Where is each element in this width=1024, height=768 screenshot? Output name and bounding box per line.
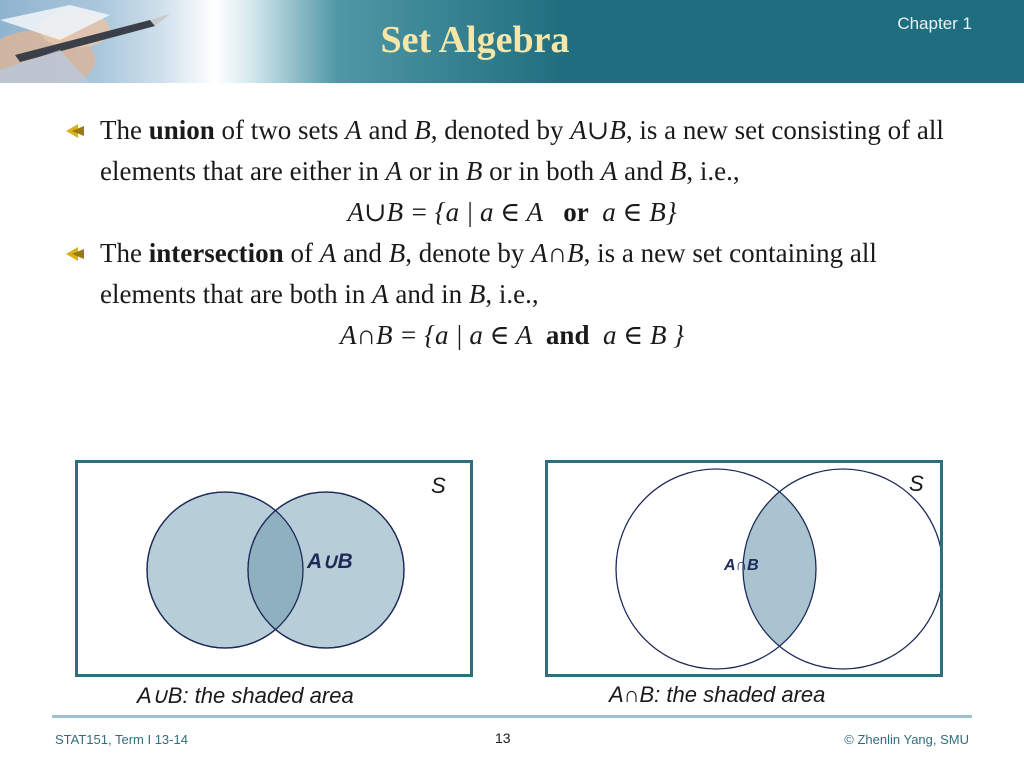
union-region-label: A∪B [307, 550, 353, 573]
overlap-region [743, 469, 940, 669]
union-caption: A∪B: the shaded area [137, 683, 354, 708]
footer-course: STAT151, Term I 13-14 [55, 732, 188, 747]
term-intersection: intersection [148, 238, 284, 268]
slide-body [62, 110, 962, 356]
bullet-union: The union of two sets A and B, denoted by A∪B, is a new set consisting of all elements that are either in A or in B or in both A and B, i.e., [62, 110, 962, 192]
union-venn-diagram [78, 463, 470, 674]
universe-label: S [431, 473, 446, 498]
intersection-venn-box [545, 460, 943, 677]
intersection-region-label: A∩B [724, 557, 759, 574]
union-venn-box [75, 460, 473, 677]
universe-label: S [909, 471, 924, 496]
page-number: 13 [495, 730, 511, 746]
chapter-label: Chapter 1 [897, 14, 972, 33]
slide-title: Set Algebra [380, 19, 570, 61]
term-union: union [148, 115, 215, 145]
intersection-caption: A∩B: the shaded area [609, 682, 826, 707]
slide-header [0, 0, 1024, 83]
footer-copyright: © Zhenlin Yang, SMU [844, 732, 969, 747]
bullet-intersection: The intersection of A and B, denote by A∩B, is a new set containing all elements that are both in A and in B, i.e., [62, 233, 962, 315]
arrow-bullet-icon [66, 124, 84, 138]
header-photo [0, 0, 215, 83]
union-formula: A∪B = {a | a ∈ A or a ∈ B} [347, 197, 677, 227]
intersection-formula: A∩B = {a | a ∈ A and a ∈ B } [340, 320, 684, 350]
arrow-bullet-icon [66, 247, 84, 261]
footer-divider [52, 715, 972, 718]
